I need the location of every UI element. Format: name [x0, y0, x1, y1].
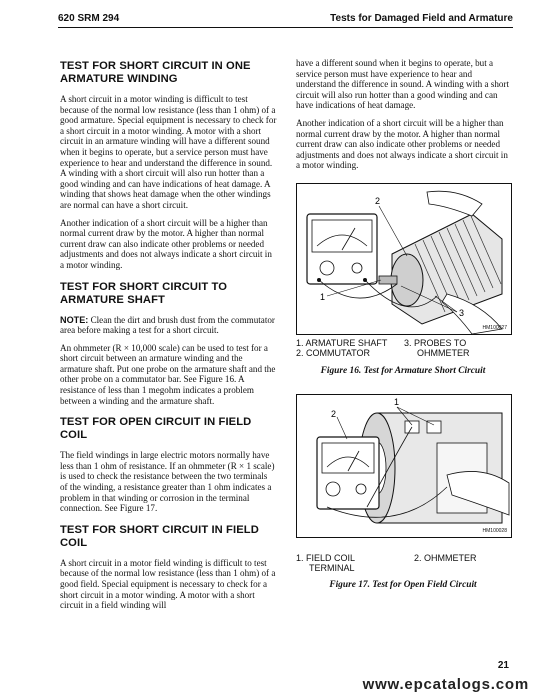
field-coil-test-drawing [297, 395, 511, 537]
legend-item: TERMINAL [309, 563, 355, 573]
paragraph: An ohmmeter (R × 10,000 scale) can be used to test for a short circuit between an armature winding and the armature shaft. Put one probe on the armature shaft and the other probe on a commutator bar. See Figure 16. A resistance of less than 1 megohm indicates a problem between a winding and the armature shaft. [60, 342, 276, 406]
callout-2: 2 [331, 409, 337, 419]
figure-16-illustration [296, 183, 512, 335]
figure-17-illustration [296, 394, 512, 538]
note-label: NOTE: [60, 314, 89, 325]
figure-id: HM100027 [482, 325, 507, 331]
paragraph: have a different sound when it begins to operate, but a service person must have experience to hear and understand the difference in sound. A winding with a short circuit will also run hotter than a good winding and can have indications of heat damage. [296, 58, 509, 111]
right-column [296, 58, 510, 178]
armature-icon [379, 214, 502, 324]
heading-open-circuit-field-coil: TEST FOR OPEN CIRCUIT IN FIELD COIL [60, 416, 252, 442]
left-column [60, 60, 277, 618]
paragraph: Another indication of a short circuit will be a higher than normal current draw by the motor. A higher than normal current draw can also indicate other problems or needed adjustments and does not always indicate a short circuit in a motor winding. [296, 117, 508, 171]
figure-17-legend [296, 553, 510, 575]
header-section-title: Tests for Damaged Field and Armature [330, 13, 513, 24]
callout-2: 2 [375, 196, 381, 206]
legend-item: 1. ARMATURE SHAFT [296, 338, 388, 348]
header-manual-code: 620 SRM 294 [58, 13, 120, 24]
watermark: www.epcatalogs.com [362, 676, 529, 693]
armature-test-drawing [297, 184, 511, 334]
figure-id: HM100028 [482, 528, 507, 534]
heading-short-circuit-armature-winding: TEST FOR SHORT CIRCUIT IN ONE ARMATURE WINDING [60, 60, 251, 85]
page-number: 21 [497, 660, 509, 671]
callout-3: 3 [459, 308, 465, 318]
figure-17-caption: Figure 17. Test for Open Field Circuit [329, 580, 477, 590]
legend-item: 3. PROBES TO [404, 338, 467, 348]
note-paragraph [60, 315, 277, 336]
heading-short-circuit-field-coil: TEST FOR SHORT CIRCUIT IN FIELD COIL [60, 523, 259, 549]
note-text: Clean the dirt and brush dust from the commutator area before making a test for a short circuit. [60, 314, 275, 336]
paragraph: A short circuit in a motor field winding is difficult to test because of the normal low resistance (less than 1 ohm) of a good field. Special equipment is necessary to check for a short circuit in a motor winding. A motor with a short circuit in a field winding will [60, 557, 276, 611]
paragraph: The field windings in large electric motors normally have less than 1 ohm of resistance. If an ohmmeter (R × 1 scale) is used to check the resistance between the two terminals of the winding, a resistance greater than 1 ohm indicates a problem in that winding or corrosion in the terminal connection. See Figure 17. [60, 450, 275, 514]
legend-item: OHMMETER [417, 348, 470, 358]
paragraph: A short circuit in a motor winding is difficult to test because of the normal low resistance (less than 1 ohm) of a good armature. Special equipment is necessary to check for a short circuit in a motor winding. A motor with a short circuit in an armature winding will have a different sound when it begins to operate, but a service person must have experience to hear and understand the difference in sound. A winding with a short circuit will also run hotter than a good winding and can have indications of heat damage. A winding that shows heat damage when the other windings are normal can have a short circuit. [60, 94, 277, 210]
legend-item: 2. OHMMETER [414, 553, 477, 563]
ohmmeter-icon [317, 437, 379, 509]
heading-short-circuit-armature-shaft: TEST FOR SHORT CIRCUIT TO ARMATURE SHAFT [60, 280, 227, 306]
motor-housing-icon [359, 413, 502, 523]
figure-16-legend [296, 338, 510, 362]
legend-item: 1. FIELD COIL [296, 553, 356, 563]
figure-16-caption: Figure 16. Test for Armature Short Circuit [320, 366, 486, 376]
callout-1: 1 [394, 397, 400, 407]
paragraph: Another indication of a short circuit will be a higher than normal current draw by the motor. A higher than normal current draw can also indicate other problems or needed adjustments and does not always indicate a short circuit in a motor winding. [60, 217, 272, 270]
ohmmeter-icon [307, 214, 377, 284]
legend-item: 2. COMMUTATOR [296, 348, 370, 358]
header-rule [58, 27, 513, 28]
callout-1: 1 [320, 292, 326, 302]
